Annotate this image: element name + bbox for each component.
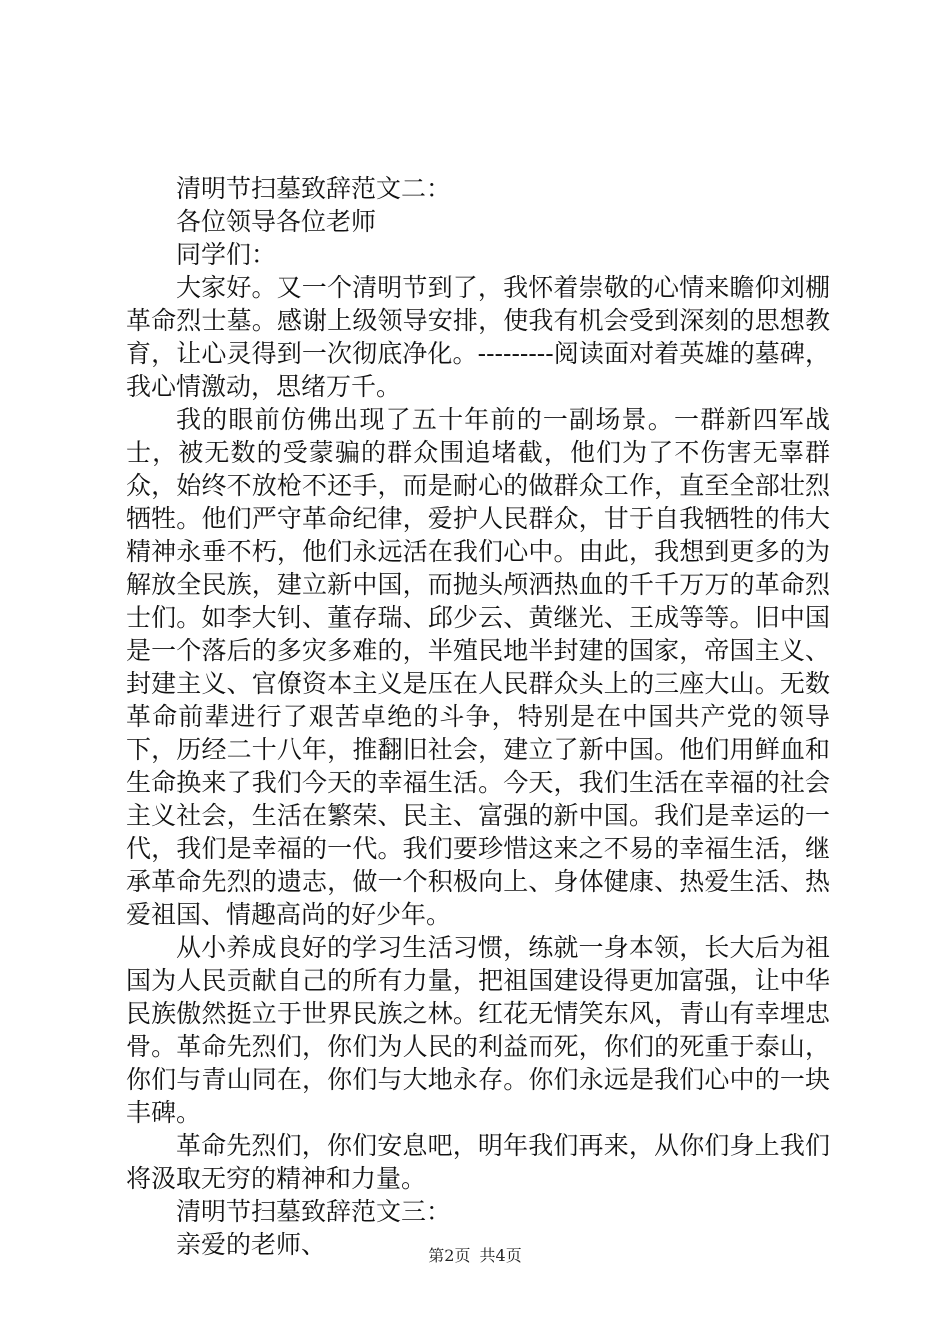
paragraph-opening: 大家好。又一个清明节到了，我怀着崇敬的心情来瞻仰刘棚革命烈士墓。感谢上级领导安排，使我有机会受到深刻的思想教育，让心灵得到一次彻底净化。---------阅读面对着英雄的墓碑，我心情激动，思绪万千。 <box>126 273 830 401</box>
heading-essay-three: 清明节扫墓致辞范文三： <box>176 1197 452 1226</box>
heading-essay-two: 清明节扫墓致辞范文二： <box>176 174 452 203</box>
paragraph-history: 我的眼前仿佛出现了五十年前的一副场景。一群新四军战士，被无数的受蒙骗的群众围追堵截，他们为了不伤害无辜群众，始终不放枪不还手，而是耐心的做群众工作，直至全部壮烈牺牲。他们严守革命纪律，爱护人民群众，甘于自我牺牲的伟大精神永垂不朽，他们永远活在我们心中。由此，我想到更多的为解放全民族，建立新中国，而抛头颅洒热血的千千万万的革命烈士们。如李大钊、董存瑞、邱少云、黄继光、王成等等。旧中国是一个落后的多灾多难的，半殖民地半封建的国家，帝国主义、封建主义、官僚资本主义是压在人民群众头上的三座大山。无数革命前辈进行了艰苦卓绝的斗争，特别是在中国共产党的领导下，历经二十八年，推翻旧社会，建立了新中国。他们用鲜血和生命换来了我们今天的幸福生活。今天，我们生活在幸福的社会主义社会，生活在繁荣、民主、富强的新中国。我们是幸运的一代，我们是幸福的一代。我们要珍惜这来之不易的幸福生活，继承革命先烈的遗志，做一个积极向上、身体健康、热爱生活、热爱祖国、情趣高尚的好少年。 <box>126 405 830 929</box>
salutation-teachers: 亲爱的老师、 <box>176 1230 327 1259</box>
page-footer <box>0 1246 950 1266</box>
paragraph-resolve: 从小养成良好的学习生活习惯，练就一身本领，长大后为祖国为人民贡献自己的所有力量，把祖国建设得更加富强，让中华民族傲然挺立于世界民族之林。红花无情笑东风，青山有幸埋忠骨。革命先烈们，你们为人民的利益而死，你们的死重于泰山，你们与青山同在，你们与大地永存。你们永远是我们心中的一块丰碑。 <box>126 933 830 1127</box>
document-body <box>126 172 830 1261</box>
salutation-leaders: 各位领导各位老师 <box>176 207 377 236</box>
page-number-total: 共4页 <box>479 1246 522 1265</box>
salutation-students: 同学们： <box>176 240 277 269</box>
page-number-current: 第2页 <box>428 1246 471 1265</box>
paragraph-closing: 革命先烈们，你们安息吧，明年我们再来，从你们身上我们将汲取无穷的精神和力量。 <box>126 1131 830 1193</box>
